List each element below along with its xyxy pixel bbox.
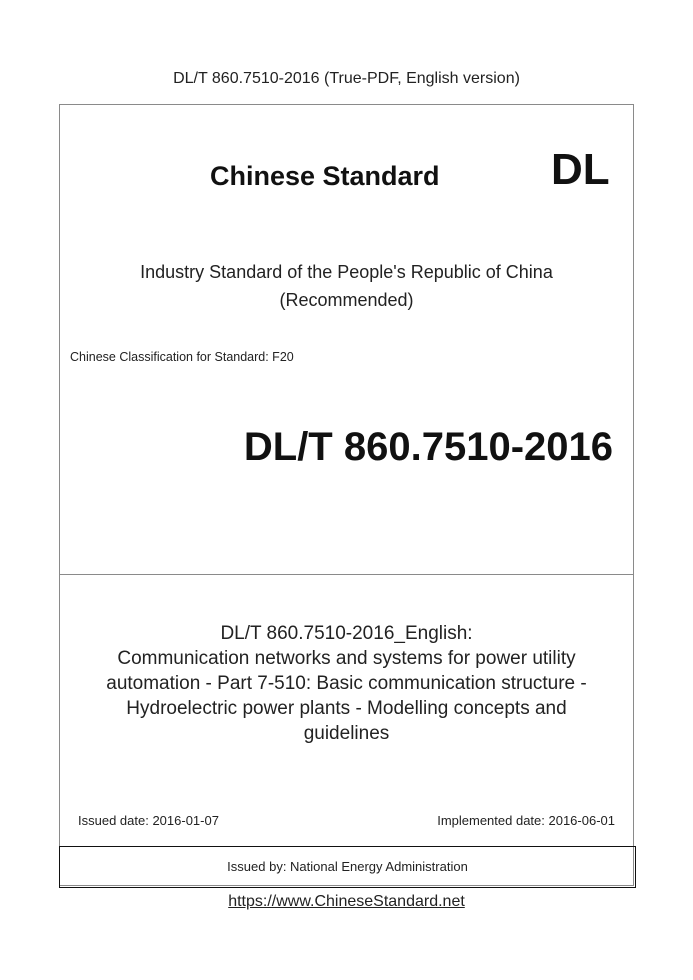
cover-top-section [60,105,633,575]
document-title-line: Hydroelectric power plants - Modelling concepts and [126,698,567,719]
page-header-title: DL/T 860.7510-2016 (True-PDF, English version) [173,70,520,87]
standard-type-title: Chinese Standard [210,161,440,191]
document-title-line: guidelines [303,723,390,744]
issued-date: Issued date: 2016-01-07 [78,813,219,828]
standard-number: DL/T 860.7510-2016 [243,425,613,469]
cover-frame [59,104,634,886]
classification-label: Chinese Classification for Standard: F20 [70,350,294,364]
standard-code-logo: DL [551,145,610,194]
implemented-date: Implemented date: 2016-06-01 [437,813,615,828]
cover-middle-section [60,575,633,846]
issuing-authority: Issued by: National Energy Administration [59,846,636,888]
industry-statement [60,258,633,314]
industry-line-1: Industry Standard of the People's Republic of China [140,262,553,282]
document-title [60,621,633,746]
document-title-line: Communication networks and systems for power utility [117,648,576,669]
document-title-line: automation - Part 7-510: Basic communication structure - [106,673,587,694]
document-title-line: DL/T 860.7510-2016_English: [220,623,473,644]
industry-line-2: (Recommended) [279,290,414,310]
website-link[interactable]: https://www.ChineseStandard.net [228,893,465,910]
